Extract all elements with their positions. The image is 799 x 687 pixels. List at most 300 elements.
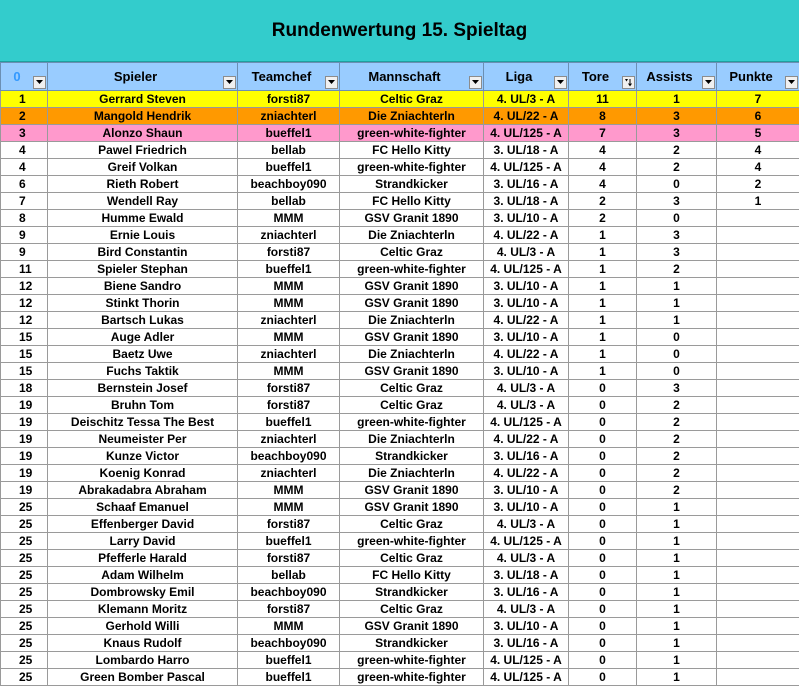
cell-liga[interactable]: 4. UL/22 - A xyxy=(484,227,569,244)
cell-punkte[interactable]: 6 xyxy=(717,108,799,125)
cell-assists[interactable]: 1 xyxy=(637,295,717,312)
cell-spieler[interactable]: Pfefferle Harald xyxy=(48,550,238,567)
cell-liga[interactable]: 4. UL/3 - A xyxy=(484,380,569,397)
cell-assists[interactable]: 1 xyxy=(637,584,717,601)
cell-rank[interactable]: 12 xyxy=(1,278,48,295)
table-row[interactable] xyxy=(1,397,799,414)
cell-mannschaft[interactable]: Celtic Graz xyxy=(340,91,484,108)
cell-punkte[interactable] xyxy=(717,499,799,516)
cell-rank[interactable]: 25 xyxy=(1,499,48,516)
cell-mannschaft[interactable]: Celtic Graz xyxy=(340,380,484,397)
cell-tore[interactable]: 7 xyxy=(569,125,637,142)
cell-mannschaft[interactable]: FC Hello Kitty xyxy=(340,567,484,584)
table-row[interactable] xyxy=(1,584,799,601)
cell-tore[interactable]: 1 xyxy=(569,227,637,244)
cell-teamchef[interactable]: bellab xyxy=(238,567,340,584)
cell-tore[interactable]: 0 xyxy=(569,652,637,669)
cell-punkte[interactable] xyxy=(717,550,799,567)
cell-mannschaft[interactable]: Die Zniachterln xyxy=(340,312,484,329)
cell-liga[interactable]: 3. UL/10 - A xyxy=(484,278,569,295)
cell-tore[interactable]: 4 xyxy=(569,159,637,176)
cell-spieler[interactable]: Schaaf Emanuel xyxy=(48,499,238,516)
cell-mannschaft[interactable]: Strandkicker xyxy=(340,176,484,193)
cell-liga[interactable]: 3. UL/18 - A xyxy=(484,567,569,584)
cell-teamchef[interactable]: beachboy090 xyxy=(238,176,340,193)
cell-rank[interactable]: 1 xyxy=(1,91,48,108)
cell-punkte[interactable] xyxy=(717,652,799,669)
cell-mannschaft[interactable]: Die Zniachterln xyxy=(340,465,484,482)
cell-rank[interactable]: 9 xyxy=(1,227,48,244)
cell-assists[interactable]: 2 xyxy=(637,261,717,278)
cell-rank[interactable]: 8 xyxy=(1,210,48,227)
cell-tore[interactable]: 0 xyxy=(569,431,637,448)
cell-spieler[interactable]: Fuchs Taktik xyxy=(48,363,238,380)
table-row[interactable] xyxy=(1,499,799,516)
cell-punkte[interactable] xyxy=(717,635,799,652)
table-row[interactable] xyxy=(1,346,799,363)
cell-mannschaft[interactable]: FC Hello Kitty xyxy=(340,142,484,159)
cell-teamchef[interactable]: bueffel1 xyxy=(238,652,340,669)
cell-tore[interactable]: 0 xyxy=(569,465,637,482)
cell-mannschaft[interactable]: green-white-fighter xyxy=(340,261,484,278)
cell-spieler[interactable]: Green Bomber Pascal xyxy=(48,669,238,686)
cell-assists[interactable]: 1 xyxy=(637,516,717,533)
cell-assists[interactable]: 2 xyxy=(637,159,717,176)
cell-liga[interactable]: 4. UL/3 - A xyxy=(484,397,569,414)
cell-rank[interactable]: 19 xyxy=(1,482,48,499)
cell-tore[interactable]: 1 xyxy=(569,329,637,346)
table-row[interactable] xyxy=(1,414,799,431)
cell-mannschaft[interactable]: GSV Granit 1890 xyxy=(340,363,484,380)
table-row[interactable] xyxy=(1,193,799,210)
table-row[interactable] xyxy=(1,261,799,278)
cell-punkte[interactable] xyxy=(717,516,799,533)
cell-assists[interactable]: 1 xyxy=(637,312,717,329)
cell-tore[interactable]: 4 xyxy=(569,176,637,193)
cell-liga[interactable]: 3. UL/10 - A xyxy=(484,295,569,312)
cell-teamchef[interactable]: bueffel1 xyxy=(238,414,340,431)
cell-punkte[interactable] xyxy=(717,261,799,278)
table-row[interactable] xyxy=(1,312,799,329)
cell-punkte[interactable] xyxy=(717,567,799,584)
table-row[interactable] xyxy=(1,91,799,108)
cell-assists[interactable]: 3 xyxy=(637,244,717,261)
cell-tore[interactable]: 1 xyxy=(569,261,637,278)
cell-tore[interactable]: 0 xyxy=(569,669,637,686)
cell-assists[interactable]: 1 xyxy=(637,278,717,295)
cell-mannschaft[interactable]: GSV Granit 1890 xyxy=(340,295,484,312)
cell-rank[interactable]: 25 xyxy=(1,618,48,635)
cell-spieler[interactable]: Wendell Ray xyxy=(48,193,238,210)
cell-mannschaft[interactable]: FC Hello Kitty xyxy=(340,193,484,210)
cell-assists[interactable]: 1 xyxy=(637,91,717,108)
cell-assists[interactable]: 3 xyxy=(637,108,717,125)
cell-liga[interactable]: 4. UL/125 - A xyxy=(484,261,569,278)
table-row[interactable] xyxy=(1,448,799,465)
cell-tore[interactable]: 2 xyxy=(569,210,637,227)
table-row[interactable] xyxy=(1,295,799,312)
cell-tore[interactable]: 1 xyxy=(569,363,637,380)
cell-mannschaft[interactable]: Strandkicker xyxy=(340,448,484,465)
cell-liga[interactable]: 4. UL/3 - A xyxy=(484,550,569,567)
cell-spieler[interactable]: Adam Wilhelm xyxy=(48,567,238,584)
cell-liga[interactable]: 4. UL/125 - A xyxy=(484,533,569,550)
cell-rank[interactable]: 6 xyxy=(1,176,48,193)
cell-punkte[interactable]: 7 xyxy=(717,91,799,108)
cell-punkte[interactable] xyxy=(717,346,799,363)
cell-teamchef[interactable]: bueffel1 xyxy=(238,159,340,176)
table-row[interactable] xyxy=(1,278,799,295)
table-row[interactable] xyxy=(1,635,799,652)
cell-teamchef[interactable]: bueffel1 xyxy=(238,125,340,142)
cell-teamchef[interactable]: forsti87 xyxy=(238,380,340,397)
table-row[interactable] xyxy=(1,329,799,346)
cell-liga[interactable]: 4. UL/3 - A xyxy=(484,516,569,533)
cell-spieler[interactable]: Koenig Konrad xyxy=(48,465,238,482)
cell-teamchef[interactable]: zniachterl xyxy=(238,227,340,244)
cell-rank[interactable]: 18 xyxy=(1,380,48,397)
cell-punkte[interactable] xyxy=(717,533,799,550)
cell-spieler[interactable]: Pawel Friedrich xyxy=(48,142,238,159)
cell-tore[interactable]: 0 xyxy=(569,380,637,397)
cell-assists[interactable]: 0 xyxy=(637,329,717,346)
cell-liga[interactable]: 3. UL/16 - A xyxy=(484,635,569,652)
filter-dropdown-button[interactable] xyxy=(469,76,482,89)
cell-assists[interactable]: 2 xyxy=(637,465,717,482)
cell-liga[interactable]: 3. UL/10 - A xyxy=(484,363,569,380)
cell-mannschaft[interactable]: GSV Granit 1890 xyxy=(340,329,484,346)
table-row[interactable] xyxy=(1,431,799,448)
cell-teamchef[interactable]: bellab xyxy=(238,142,340,159)
cell-spieler[interactable]: Stinkt Thorin xyxy=(48,295,238,312)
cell-teamchef[interactable]: bueffel1 xyxy=(238,669,340,686)
cell-teamchef[interactable]: beachboy090 xyxy=(238,448,340,465)
cell-mannschaft[interactable]: Strandkicker xyxy=(340,584,484,601)
cell-teamchef[interactable]: MMM xyxy=(238,295,340,312)
cell-mannschaft[interactable]: Celtic Graz xyxy=(340,601,484,618)
filter-dropdown-button[interactable] xyxy=(785,76,798,89)
cell-rank[interactable]: 25 xyxy=(1,516,48,533)
table-row[interactable] xyxy=(1,465,799,482)
table-row[interactable] xyxy=(1,210,799,227)
cell-assists[interactable]: 2 xyxy=(637,414,717,431)
cell-mannschaft[interactable]: Die Zniachterln xyxy=(340,431,484,448)
cell-teamchef[interactable]: forsti87 xyxy=(238,516,340,533)
cell-tore[interactable]: 0 xyxy=(569,516,637,533)
cell-punkte[interactable] xyxy=(717,295,799,312)
cell-spieler[interactable]: Bird Constantin xyxy=(48,244,238,261)
cell-liga[interactable]: 4. UL/125 - A xyxy=(484,652,569,669)
cell-spieler[interactable]: Bruhn Tom xyxy=(48,397,238,414)
cell-rank[interactable]: 25 xyxy=(1,567,48,584)
cell-tore[interactable]: 0 xyxy=(569,499,637,516)
cell-mannschaft[interactable]: green-white-fighter xyxy=(340,533,484,550)
cell-tore[interactable]: 1 xyxy=(569,278,637,295)
cell-assists[interactable]: 0 xyxy=(637,363,717,380)
cell-liga[interactable]: 3. UL/16 - A xyxy=(484,584,569,601)
table-row[interactable] xyxy=(1,176,799,193)
cell-mannschaft[interactable]: GSV Granit 1890 xyxy=(340,210,484,227)
cell-teamchef[interactable]: zniachterl xyxy=(238,312,340,329)
table-row[interactable] xyxy=(1,550,799,567)
cell-mannschaft[interactable]: GSV Granit 1890 xyxy=(340,499,484,516)
cell-punkte[interactable]: 5 xyxy=(717,125,799,142)
cell-spieler[interactable]: Bartsch Lukas xyxy=(48,312,238,329)
cell-tore[interactable]: 4 xyxy=(569,142,637,159)
cell-mannschaft[interactable]: Die Zniachterln xyxy=(340,227,484,244)
cell-teamchef[interactable]: zniachterl xyxy=(238,108,340,125)
cell-teamchef[interactable]: beachboy090 xyxy=(238,584,340,601)
cell-tore[interactable]: 1 xyxy=(569,346,637,363)
cell-tore[interactable]: 8 xyxy=(569,108,637,125)
cell-tore[interactable]: 0 xyxy=(569,482,637,499)
cell-liga[interactable]: 4. UL/3 - A xyxy=(484,601,569,618)
cell-tore[interactable]: 1 xyxy=(569,244,637,261)
cell-liga[interactable]: 3. UL/10 - A xyxy=(484,618,569,635)
cell-assists[interactable]: 1 xyxy=(637,618,717,635)
cell-punkte[interactable]: 2 xyxy=(717,176,799,193)
cell-spieler[interactable]: Humme Ewald xyxy=(48,210,238,227)
cell-assists[interactable]: 3 xyxy=(637,193,717,210)
cell-punkte[interactable]: 1 xyxy=(717,193,799,210)
cell-liga[interactable]: 4. UL/125 - A xyxy=(484,159,569,176)
cell-liga[interactable]: 4. UL/22 - A xyxy=(484,431,569,448)
cell-spieler[interactable]: Knaus Rudolf xyxy=(48,635,238,652)
cell-assists[interactable]: 2 xyxy=(637,482,717,499)
cell-spieler[interactable]: Gerrard Steven xyxy=(48,91,238,108)
cell-teamchef[interactable]: MMM xyxy=(238,618,340,635)
cell-tore[interactable]: 2 xyxy=(569,193,637,210)
cell-punkte[interactable] xyxy=(717,380,799,397)
cell-tore[interactable]: 0 xyxy=(569,448,637,465)
cell-tore[interactable]: 0 xyxy=(569,550,637,567)
table-row[interactable] xyxy=(1,227,799,244)
cell-spieler[interactable]: Biene Sandro xyxy=(48,278,238,295)
cell-rank[interactable]: 12 xyxy=(1,295,48,312)
table-row[interactable] xyxy=(1,482,799,499)
cell-punkte[interactable] xyxy=(717,210,799,227)
cell-punkte[interactable] xyxy=(717,618,799,635)
cell-liga[interactable]: 3. UL/10 - A xyxy=(484,210,569,227)
table-row[interactable] xyxy=(1,601,799,618)
cell-rank[interactable]: 25 xyxy=(1,601,48,618)
cell-spieler[interactable]: Effenberger David xyxy=(48,516,238,533)
cell-teamchef[interactable]: forsti87 xyxy=(238,550,340,567)
cell-liga[interactable]: 4. UL/22 - A xyxy=(484,108,569,125)
cell-punkte[interactable] xyxy=(717,584,799,601)
cell-spieler[interactable]: Rieth Robert xyxy=(48,176,238,193)
cell-spieler[interactable]: Baetz Uwe xyxy=(48,346,238,363)
table-row[interactable] xyxy=(1,669,799,686)
cell-spieler[interactable]: Klemann Moritz xyxy=(48,601,238,618)
cell-teamchef[interactable]: bueffel1 xyxy=(238,533,340,550)
table-row[interactable] xyxy=(1,516,799,533)
cell-assists[interactable]: 2 xyxy=(637,142,717,159)
cell-mannschaft[interactable]: green-white-fighter xyxy=(340,669,484,686)
cell-mannschaft[interactable]: Celtic Graz xyxy=(340,397,484,414)
cell-tore[interactable]: 0 xyxy=(569,397,637,414)
cell-punkte[interactable] xyxy=(717,397,799,414)
cell-rank[interactable]: 25 xyxy=(1,669,48,686)
cell-punkte[interactable] xyxy=(717,312,799,329)
cell-tore[interactable]: 11 xyxy=(569,91,637,108)
cell-teamchef[interactable]: MMM xyxy=(238,329,340,346)
cell-rank[interactable]: 4 xyxy=(1,159,48,176)
cell-assists[interactable]: 1 xyxy=(637,550,717,567)
cell-liga[interactable]: 3. UL/16 - A xyxy=(484,176,569,193)
cell-punkte[interactable] xyxy=(717,244,799,261)
cell-liga[interactable]: 3. UL/18 - A xyxy=(484,193,569,210)
cell-punkte[interactable] xyxy=(717,363,799,380)
cell-punkte[interactable] xyxy=(717,278,799,295)
cell-tore[interactable]: 0 xyxy=(569,635,637,652)
cell-punkte[interactable]: 4 xyxy=(717,142,799,159)
cell-spieler[interactable]: Alonzo Shaun xyxy=(48,125,238,142)
cell-teamchef[interactable]: MMM xyxy=(238,210,340,227)
cell-rank[interactable]: 19 xyxy=(1,414,48,431)
cell-assists[interactable]: 1 xyxy=(637,669,717,686)
cell-punkte[interactable] xyxy=(717,482,799,499)
cell-spieler[interactable]: Bernstein Josef xyxy=(48,380,238,397)
cell-assists[interactable]: 1 xyxy=(637,601,717,618)
cell-assists[interactable]: 1 xyxy=(637,499,717,516)
cell-assists[interactable]: 1 xyxy=(637,652,717,669)
cell-spieler[interactable]: Mangold Hendrik xyxy=(48,108,238,125)
cell-rank[interactable]: 11 xyxy=(1,261,48,278)
cell-rank[interactable]: 25 xyxy=(1,550,48,567)
cell-mannschaft[interactable]: Celtic Graz xyxy=(340,516,484,533)
cell-assists[interactable]: 3 xyxy=(637,227,717,244)
cell-spieler[interactable]: Greif Volkan xyxy=(48,159,238,176)
cell-mannschaft[interactable]: Strandkicker xyxy=(340,635,484,652)
cell-mannschaft[interactable]: green-white-fighter xyxy=(340,414,484,431)
cell-tore[interactable]: 0 xyxy=(569,618,637,635)
cell-liga[interactable]: 4. UL/3 - A xyxy=(484,244,569,261)
table-row[interactable] xyxy=(1,533,799,550)
cell-assists[interactable]: 2 xyxy=(637,448,717,465)
cell-rank[interactable]: 25 xyxy=(1,652,48,669)
cell-teamchef[interactable]: zniachterl xyxy=(238,465,340,482)
cell-tore[interactable]: 1 xyxy=(569,312,637,329)
cell-mannschaft[interactable]: green-white-fighter xyxy=(340,652,484,669)
cell-mannschaft[interactable]: Die Zniachterln xyxy=(340,108,484,125)
table-row[interactable] xyxy=(1,159,799,176)
cell-rank[interactable]: 19 xyxy=(1,431,48,448)
cell-rank[interactable]: 2 xyxy=(1,108,48,125)
cell-assists[interactable]: 0 xyxy=(637,346,717,363)
sort-filter-button[interactable] xyxy=(622,76,635,89)
cell-mannschaft[interactable]: GSV Granit 1890 xyxy=(340,618,484,635)
cell-liga[interactable]: 3. UL/10 - A xyxy=(484,329,569,346)
cell-rank[interactable]: 15 xyxy=(1,363,48,380)
cell-punkte[interactable] xyxy=(717,329,799,346)
cell-spieler[interactable]: Kunze Victor xyxy=(48,448,238,465)
cell-liga[interactable]: 3. UL/18 - A xyxy=(484,142,569,159)
table-row[interactable] xyxy=(1,363,799,380)
cell-punkte[interactable] xyxy=(717,669,799,686)
cell-teamchef[interactable]: forsti87 xyxy=(238,397,340,414)
cell-punkte[interactable] xyxy=(717,448,799,465)
cell-assists[interactable]: 2 xyxy=(637,397,717,414)
cell-liga[interactable]: 4. UL/22 - A xyxy=(484,346,569,363)
cell-rank[interactable]: 15 xyxy=(1,346,48,363)
cell-liga[interactable]: 4. UL/22 - A xyxy=(484,465,569,482)
cell-punkte[interactable] xyxy=(717,227,799,244)
cell-assists[interactable]: 3 xyxy=(637,125,717,142)
cell-teamchef[interactable]: beachboy090 xyxy=(238,635,340,652)
cell-assists[interactable]: 1 xyxy=(637,533,717,550)
cell-punkte[interactable] xyxy=(717,465,799,482)
cell-mannschaft[interactable]: Celtic Graz xyxy=(340,244,484,261)
cell-spieler[interactable]: Dombrowsky Emil xyxy=(48,584,238,601)
cell-spieler[interactable]: Deischitz Tessa The Best xyxy=(48,414,238,431)
cell-teamchef[interactable]: bueffel1 xyxy=(238,261,340,278)
cell-assists[interactable]: 0 xyxy=(637,210,717,227)
cell-mannschaft[interactable]: Celtic Graz xyxy=(340,550,484,567)
cell-rank[interactable]: 7 xyxy=(1,193,48,210)
cell-teamchef[interactable]: MMM xyxy=(238,278,340,295)
table-row[interactable] xyxy=(1,125,799,142)
cell-teamchef[interactable]: MMM xyxy=(238,482,340,499)
cell-teamchef[interactable]: MMM xyxy=(238,363,340,380)
cell-assists[interactable]: 1 xyxy=(637,567,717,584)
table-row[interactable] xyxy=(1,142,799,159)
cell-liga[interactable]: 4. UL/3 - A xyxy=(484,91,569,108)
cell-teamchef[interactable]: forsti87 xyxy=(238,91,340,108)
cell-rank[interactable]: 15 xyxy=(1,329,48,346)
cell-punkte[interactable] xyxy=(717,601,799,618)
filter-dropdown-button[interactable] xyxy=(325,76,338,89)
cell-spieler[interactable]: Neumeister Per xyxy=(48,431,238,448)
cell-rank[interactable]: 25 xyxy=(1,635,48,652)
cell-spieler[interactable]: Gerhold Willi xyxy=(48,618,238,635)
cell-mannschaft[interactable]: green-white-fighter xyxy=(340,125,484,142)
table-row[interactable] xyxy=(1,567,799,584)
cell-rank[interactable]: 4 xyxy=(1,142,48,159)
cell-spieler[interactable]: Ernie Louis xyxy=(48,227,238,244)
cell-rank[interactable]: 3 xyxy=(1,125,48,142)
filter-dropdown-button[interactable] xyxy=(223,76,236,89)
cell-spieler[interactable]: Lombardo Harro xyxy=(48,652,238,669)
cell-assists[interactable]: 1 xyxy=(637,635,717,652)
cell-liga[interactable]: 3. UL/10 - A xyxy=(484,482,569,499)
cell-rank[interactable]: 19 xyxy=(1,465,48,482)
cell-tore[interactable]: 0 xyxy=(569,533,637,550)
cell-mannschaft[interactable]: GSV Granit 1890 xyxy=(340,278,484,295)
filter-dropdown-button[interactable] xyxy=(33,76,46,89)
cell-liga[interactable]: 4. UL/125 - A xyxy=(484,414,569,431)
cell-rank[interactable]: 9 xyxy=(1,244,48,261)
cell-liga[interactable]: 3. UL/10 - A xyxy=(484,499,569,516)
cell-liga[interactable]: 4. UL/125 - A xyxy=(484,125,569,142)
cell-spieler[interactable]: Spieler Stephan xyxy=(48,261,238,278)
cell-punkte[interactable] xyxy=(717,431,799,448)
cell-tore[interactable]: 0 xyxy=(569,414,637,431)
cell-teamchef[interactable]: zniachterl xyxy=(238,431,340,448)
cell-rank[interactable]: 25 xyxy=(1,533,48,550)
cell-tore[interactable]: 0 xyxy=(569,601,637,618)
cell-rank[interactable]: 19 xyxy=(1,397,48,414)
cell-spieler[interactable]: Larry David xyxy=(48,533,238,550)
cell-tore[interactable]: 0 xyxy=(569,567,637,584)
cell-punkte[interactable] xyxy=(717,414,799,431)
table-row[interactable] xyxy=(1,618,799,635)
cell-liga[interactable]: 4. UL/125 - A xyxy=(484,669,569,686)
cell-punkte[interactable]: 4 xyxy=(717,159,799,176)
cell-teamchef[interactable]: forsti87 xyxy=(238,601,340,618)
cell-spieler[interactable]: Auge Adler xyxy=(48,329,238,346)
cell-liga[interactable]: 3. UL/16 - A xyxy=(484,448,569,465)
